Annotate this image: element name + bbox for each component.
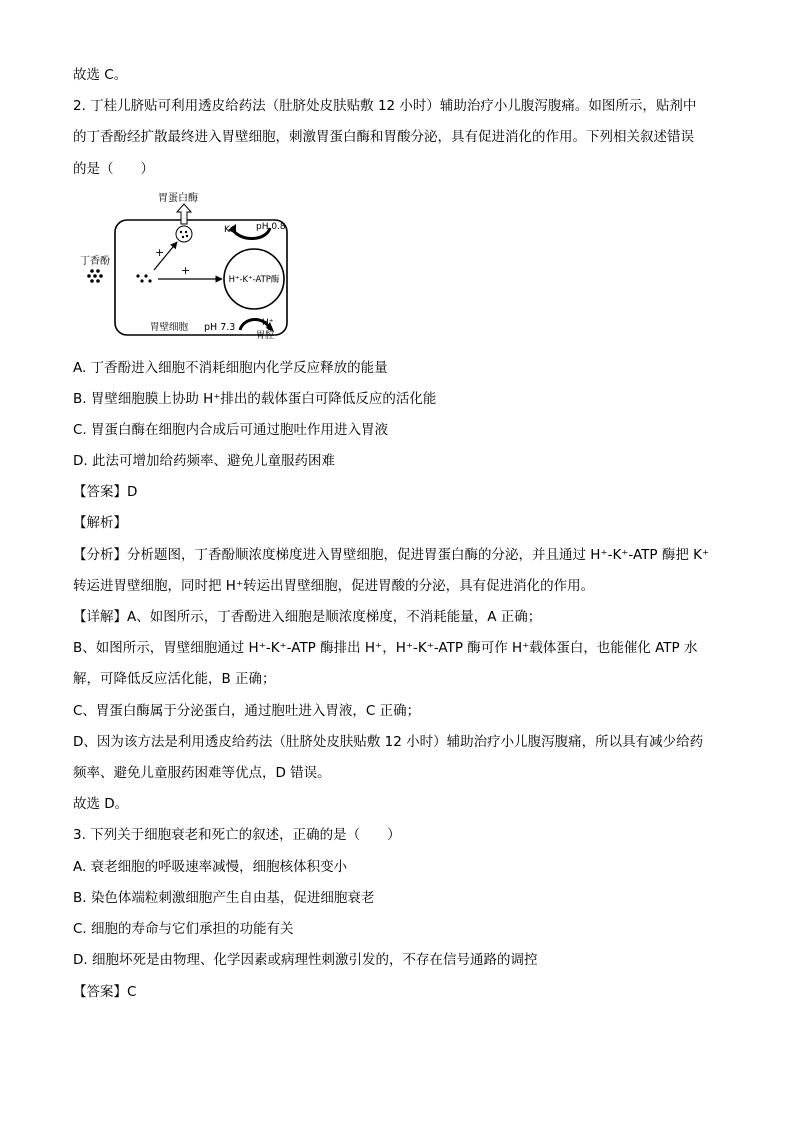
text-line-24: D. 细胞坏死是由物理、化学因素或病理性刺激引发的，不存在信号通路的调控 — [73, 952, 538, 968]
text-line-11: 【分析】分析题图，丁香酚顺浓度梯度进入胃壁细胞，促进胃蛋白酶的分泌，并且通过 H⁺-K⁺-ATP 酶把 K⁺ — [73, 547, 710, 563]
text-line-2: 2. 丁桂儿脐贴可利用透皮给药法（肚脐处皮肤贴敷 12 小时）辅助治疗小儿腹泻腹痛。如图所示，贴剂中 — [73, 98, 697, 114]
text-line-14: B、如图所示，胃壁细胞通过 H⁺-K⁺-ATP 酶排出 H⁺，H⁺-K⁺-ATP 酶可作 H⁺载体蛋白，也能催化 ATP 水 — [73, 640, 698, 656]
text-line-10: 【解析】 — [73, 515, 127, 531]
text-line-17: D、因为该方法是利用透皮给药法（肚脐处皮肤贴敷 12 小时）辅助治疗小儿腹泻腹痛，所以具有减少给药 — [73, 734, 704, 750]
text-line-7: C. 胃蛋白酶在细胞内合成后可通过胞吐作用进入胃液 — [73, 422, 389, 438]
pepsin-vesicle — [176, 226, 192, 242]
svg-text:+: + — [181, 264, 191, 277]
text-line-6: B. 胃壁细胞膜上协助 H⁺排出的载体蛋白可降低反应的活化能 — [73, 391, 437, 407]
text-line-15: 解，可降低反应活化能，B 正确； — [73, 671, 276, 687]
secretion-arrow — [177, 204, 191, 224]
text-line-13: 【详解】A、如图所示，丁香酚进入细胞是顺浓度梯度，不消耗能量，A 正确； — [73, 609, 542, 625]
text-line-18: 频率、避免儿童服药困难等优点，D 错误。 — [73, 765, 331, 781]
text-line-20: 3. 下列关于细胞衰老和死亡的叙述，正确的是（ ） — [73, 827, 401, 843]
text-line-19: 故选 D。 — [73, 796, 129, 812]
svg-text:+: + — [155, 246, 165, 259]
text-line-9: 【答案】D — [73, 484, 138, 500]
text-line-22: B. 染色体端粒刺激细胞产生自由基，促进细胞衰老 — [73, 890, 375, 906]
text-line-23: C. 细胞的寿命与它们承担的功能有关 — [73, 921, 294, 937]
label-ph-lumen: pH 0.8 — [256, 222, 286, 232]
text-line-4: 的是（ ） — [73, 161, 154, 177]
label-h: H⁺ — [262, 318, 274, 328]
text-line-25: 【答案】C — [73, 984, 137, 1000]
text-line-8: D. 此法可增加给药频率、避免儿童服药困难 — [73, 453, 335, 469]
label-eugenol: 丁香酚 — [80, 256, 110, 267]
label-cell: 胃壁细胞 — [150, 322, 189, 333]
text-line-16: C、胃蛋白酶属于分泌蛋白，通过胞吐进入胃液，C 正确； — [73, 703, 421, 719]
label-ph-cell: pH 7.3 — [204, 322, 236, 333]
text-line-3: 的丁香酚经扩散最终进入胃壁细胞，刺激胃蛋白酶和胃酸分泌，具有促进消化的作用。下列相关叙述错误 — [73, 129, 694, 145]
gastric-cell-diagram — [80, 190, 320, 350]
label-k: K⁺ — [224, 225, 235, 235]
text-line-1: 故选 C。 — [73, 67, 128, 83]
text-line-21: A. 衰老细胞的呼吸速率减慢，细胞核体积变小 — [73, 859, 348, 875]
text-line-5: A. 丁香酚进入细胞不消耗细胞内化学反应释放的能量 — [73, 360, 388, 376]
label-lumen: 胃腔 — [256, 331, 275, 341]
text-line-12: 转运进胃壁细胞，同时把 H⁺转运出胃壁细胞，促进胃酸的分泌，具有促进消化的作用。 — [73, 578, 595, 594]
label-pepsin: 胃蛋白酶 — [158, 193, 198, 204]
label-enzyme: H⁺-K⁺-ATP酶 — [228, 275, 280, 285]
